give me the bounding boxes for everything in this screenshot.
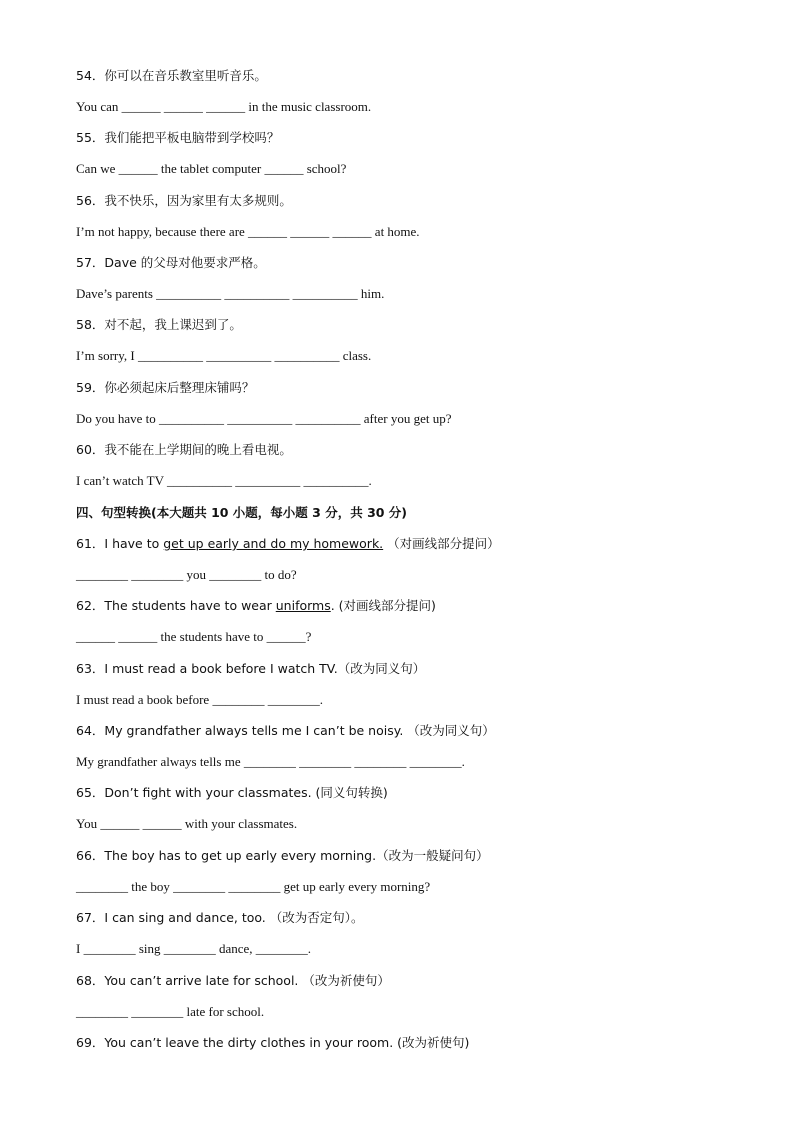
question-66: 66．The boy has to get up early every morning.（改为一般疑问句）: [76, 848, 489, 863]
answer-55: Can we ______ the tablet computer ______ school?: [76, 161, 347, 176]
section-heading: 四、句型转换(本大题共 10 小题，每小题 3 分，共 30 分): [76, 505, 408, 520]
answer-57: Dave’s parents __________ __________ __________ him.: [76, 286, 385, 301]
answer-65: You ______ ______ with your classmates.: [76, 816, 298, 831]
question-55: 55．我们能把平板电脑带到学校吗？: [76, 130, 280, 145]
answer-66: ________ the boy ________ ________ get up early every morning?: [76, 879, 431, 894]
question-60: 60．我不能在上学期间的晚上看电视。: [76, 442, 292, 457]
question-62: [76, 597, 436, 615]
answer-58: I’m sorry, I __________ __________ __________ class.: [76, 348, 372, 363]
answer-59: Do you have to __________ __________ __________ after you get up?: [76, 411, 452, 426]
question-62-suffix: . (对画线部分提问): [330, 598, 436, 613]
question-61-prefix: 61．I have to: [76, 536, 164, 551]
question-61-underlined: get up early and do my homework.: [163, 536, 384, 551]
answer-64: My grandfather always tells me ________ ________ ________ ________.: [76, 754, 465, 769]
question-54: 54．你可以在音乐教室里听音乐。: [76, 68, 267, 83]
question-67: 67．I can sing and dance, too. （改为否定句）。: [76, 910, 364, 925]
answer-61: ________ ________ you ________ to do?: [76, 567, 297, 582]
question-56: 56．我不快乐，因为家里有太多规则。: [76, 193, 292, 208]
question-65: 65．Don’t fight with your classmates. (同义句转换): [76, 785, 388, 800]
answer-68: ________ ________ late for school.: [76, 1004, 265, 1019]
question-61: [76, 535, 500, 553]
question-57: 57．Dave 的父母对他要求严格。: [76, 255, 266, 270]
answer-67: I ________ sing ________ dance, ________.: [76, 941, 312, 956]
question-58: 58．对不起，我上课迟到了。: [76, 317, 242, 332]
question-63: 63．I must read a book before I watch TV.（改为同义句）: [76, 661, 426, 676]
answer-63: I must read a book before ________ ________.: [76, 692, 323, 707]
answer-56: I’m not happy, because there are ______ ______ ______ at home.: [76, 224, 420, 239]
question-59: 59．你必须起床后整理床铺吗？: [76, 380, 255, 395]
question-62-underlined: uniforms: [275, 598, 331, 613]
question-68: 68．You can’t arrive late for school. （改为祈使句）: [76, 973, 390, 988]
answer-62: ______ ______ the students have to ______?: [76, 629, 312, 644]
answer-60: I can’t watch TV __________ __________ __________.: [76, 473, 372, 488]
question-62-prefix: 62．The students have to wear: [76, 598, 276, 613]
answer-54: You can ______ ______ ______ in the music classroom.: [76, 99, 372, 114]
question-64: 64．My grandfather always tells me I can’t be noisy. （改为同义句）: [76, 723, 495, 738]
question-69: 69．You can’t leave the dirty clothes in your room. (改为祈使句): [76, 1035, 470, 1050]
question-61-suffix: （对画线部分提问）: [383, 536, 500, 551]
